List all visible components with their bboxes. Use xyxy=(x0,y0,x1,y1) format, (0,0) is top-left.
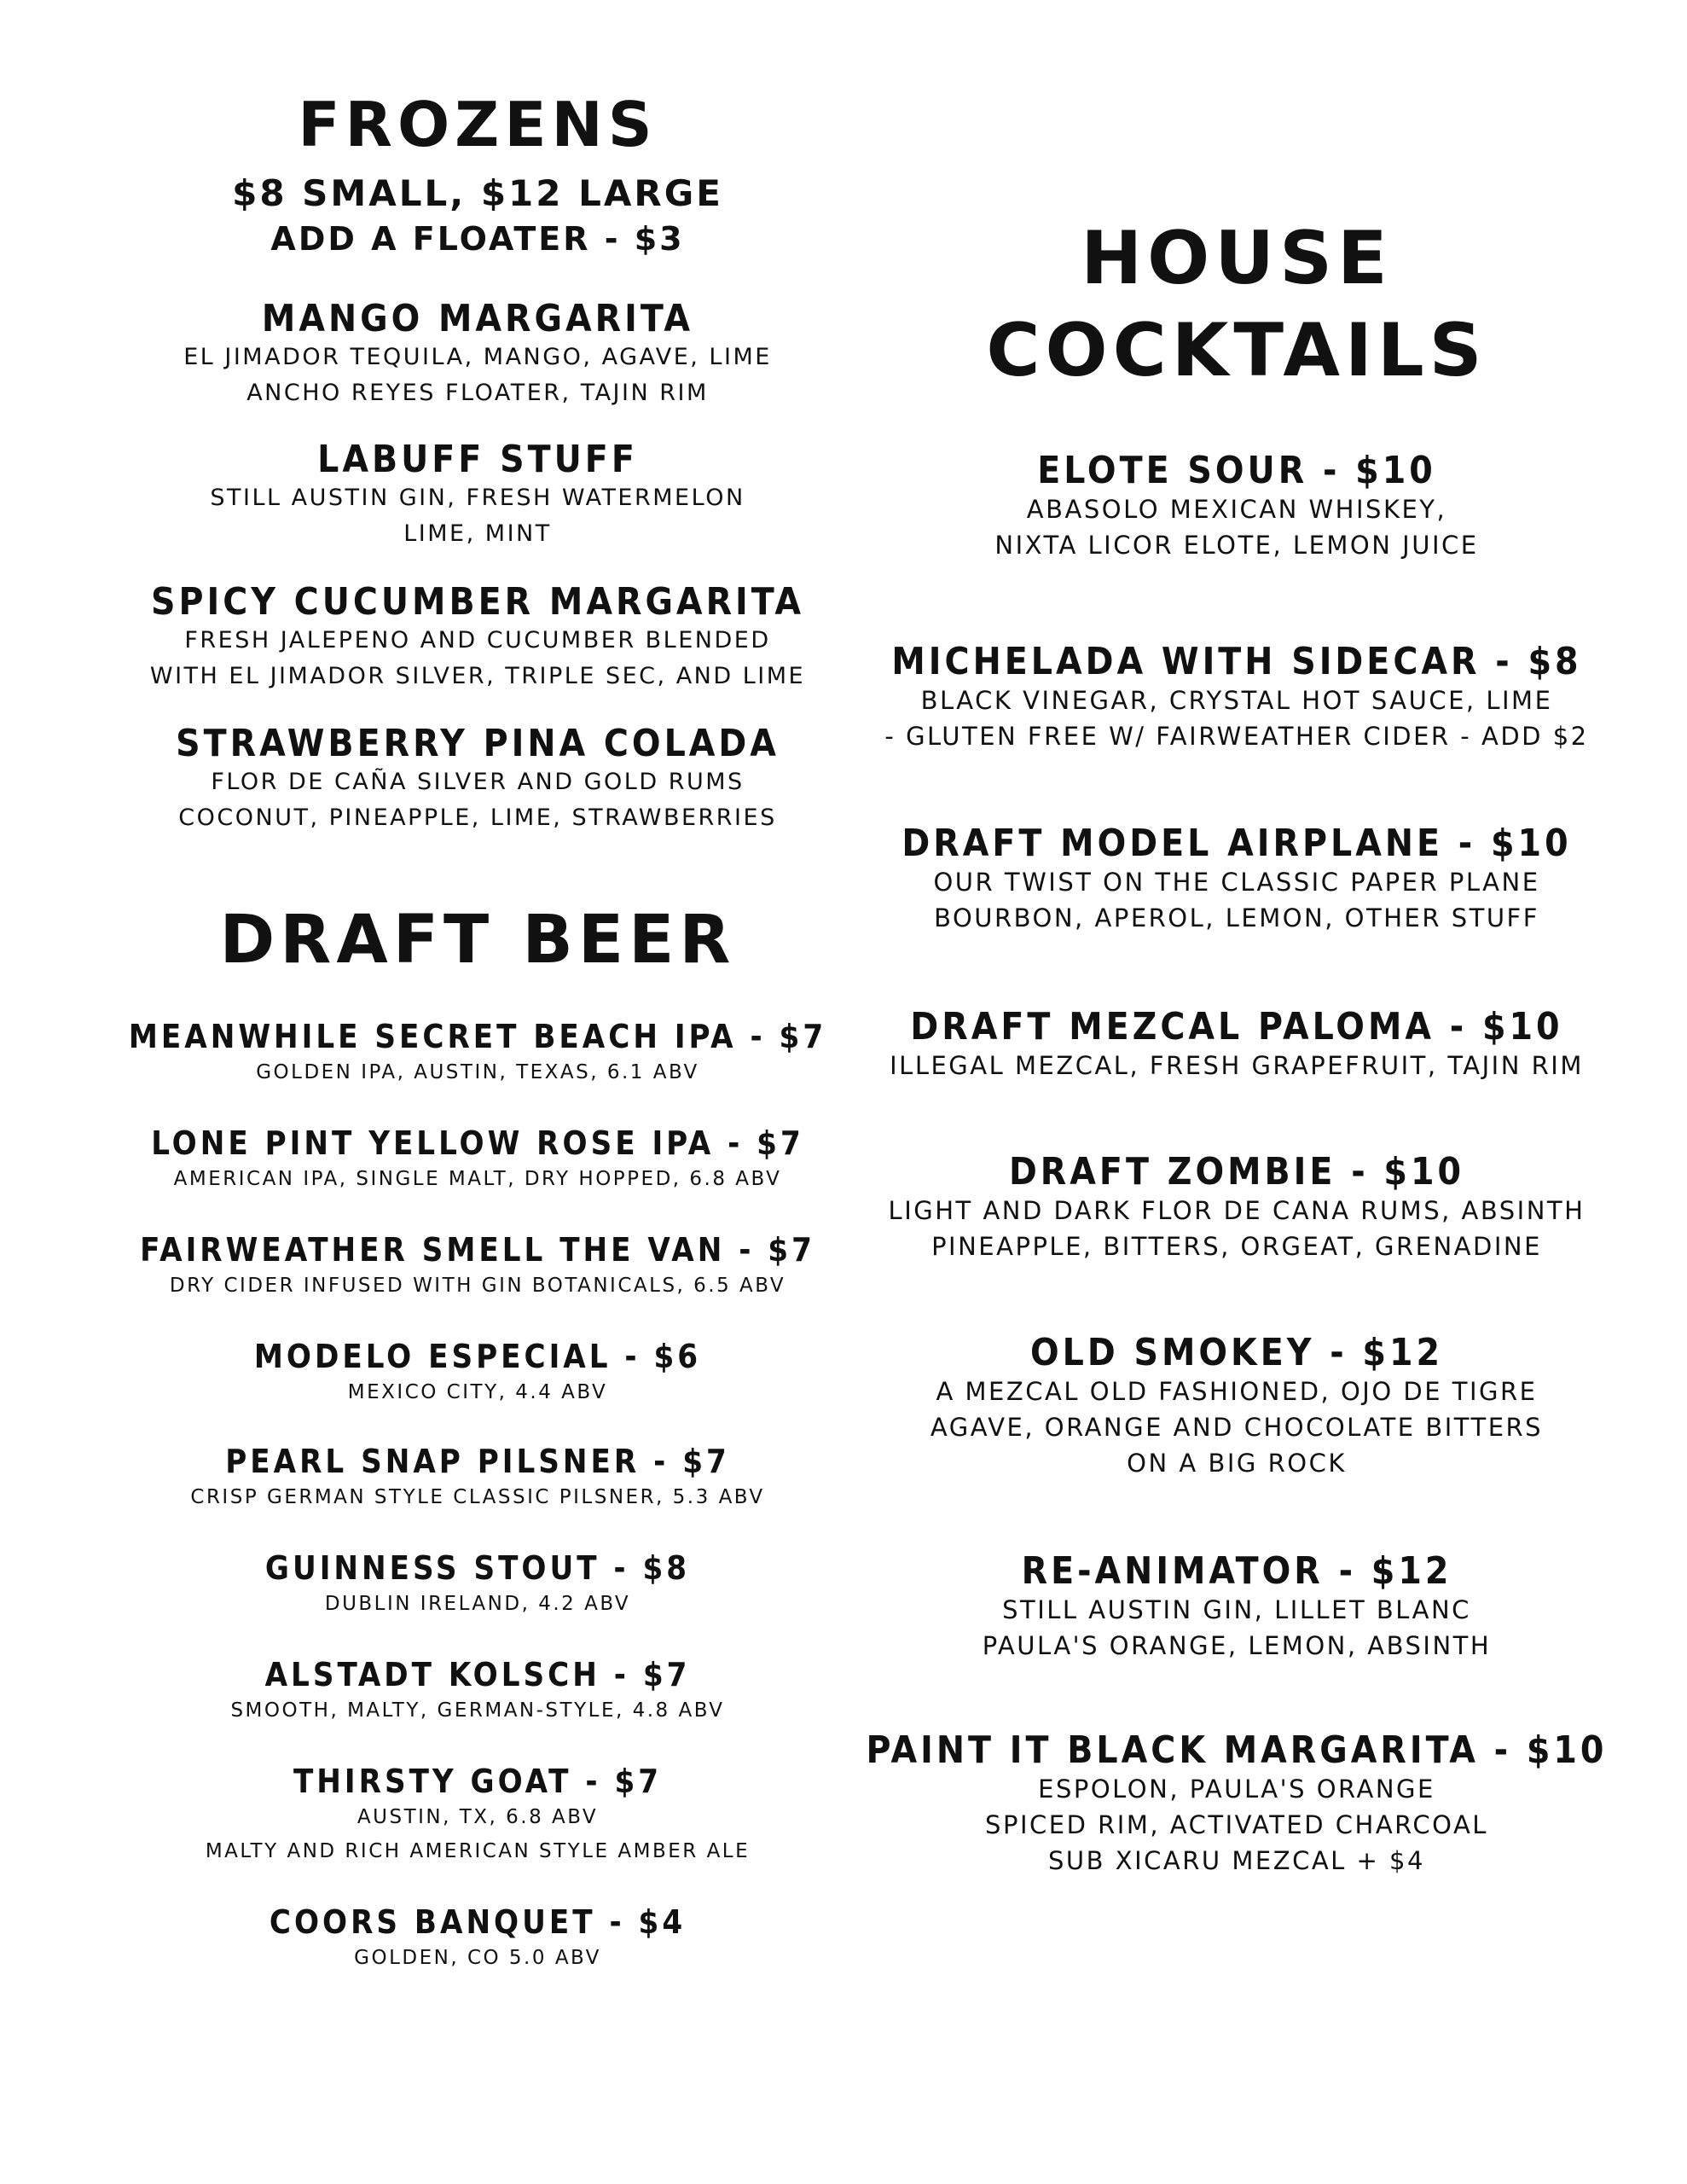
item-desc: EL JIMADOR TEQUILA, MANGO, AGAVE, LIME xyxy=(183,344,772,371)
menu-item-elote-sour xyxy=(861,450,1612,563)
item-desc: DUBLIN IRELAND, 4.2 ABV xyxy=(324,1592,631,1615)
item-desc: MEXICO CITY, 4.4 ABV xyxy=(347,1380,608,1403)
menu-item-fairweather-smell-the-van xyxy=(128,1233,827,1303)
menu-item-labuff-stuff xyxy=(128,439,827,552)
item-desc: STILL AUSTIN GIN, LILLET BLANC xyxy=(1002,1595,1471,1625)
item-desc: ILLEGAL MEZCAL, FRESH GRAPEFRUIT, TAJIN RIM xyxy=(890,1051,1584,1081)
item-desc: A MEZCAL OLD FASHIONED, OJO DE TIGRE xyxy=(936,1377,1538,1407)
menu-item-draft-model-airplane xyxy=(861,823,1612,936)
item-name: RE-ANIMATOR - $12 xyxy=(1021,1549,1452,1593)
item-desc: SMOOTH, MALTY, GERMAN-STYLE, 4.8 ABV xyxy=(230,1699,725,1722)
item-desc: AGAVE, ORANGE AND CHOCOLATE BITTERS xyxy=(930,1413,1544,1443)
item-desc: GOLDEN IPA, AUSTIN, TEXAS, 6.1 ABV xyxy=(256,1060,699,1083)
item-name: SPICY CUCUMBER MARGARITA xyxy=(150,580,805,624)
item-desc: ABASOLO MEXICAN WHISKEY, xyxy=(1026,495,1447,525)
item-desc: - GLUTEN FREE W/ FAIRWEATHER CIDER - ADD $2 xyxy=(884,722,1589,752)
item-name: DRAFT MEZCAL PALOMA - $10 xyxy=(910,1005,1563,1048)
item-name: LONE PINT YELLOW ROSE IPA - $7 xyxy=(151,1124,804,1162)
menu-item-draft-zombie xyxy=(861,1152,1612,1264)
house-cocktails-heading xyxy=(861,213,1612,397)
menu-item-thirsty-goat xyxy=(128,1764,827,1868)
item-name: GUINNESS STOUT - $8 xyxy=(264,1549,691,1587)
menu-item-mango-margarita xyxy=(128,299,827,411)
item-name: MICHELADA WITH SIDECAR - $8 xyxy=(891,640,1582,683)
menu-item-spicy-cucumber-margarita xyxy=(128,582,827,694)
item-desc: ESPOLON, PAULA'S ORANGE xyxy=(1038,1774,1435,1804)
draft-beer-heading: DRAFT BEER xyxy=(219,902,736,979)
item-desc: FLOR DE CAÑA SILVER AND GOLD RUMS xyxy=(211,769,745,796)
item-desc: SPICED RIM, ACTIVATED CHARCOAL xyxy=(985,1810,1488,1840)
item-name: PEARL SNAP PILSNER - $7 xyxy=(225,1443,730,1480)
frozens-heading: FROZENS xyxy=(298,89,658,160)
item-desc: AUSTIN, TX, 6.8 ABV xyxy=(357,1805,599,1828)
item-desc: ON A BIG ROCK xyxy=(1127,1449,1347,1478)
item-desc: COCONUT, PINEAPPLE, LIME, STRAWBERRIES xyxy=(178,804,777,832)
item-desc: WITH EL JIMADOR SILVER, TRIPLE SEC, AND LIME xyxy=(149,663,806,690)
item-desc: ANCHO REYES FLOATER, TAJIN RIM xyxy=(246,380,709,407)
menu-item-guinness-stout xyxy=(128,1551,827,1621)
menu-item-draft-mezcal-paloma xyxy=(861,1007,1612,1083)
menu-item-re-animator xyxy=(861,1551,1612,1664)
item-name: DRAFT MODEL AIRPLANE - $10 xyxy=(901,822,1572,865)
item-name: PAINT IT BLACK MARGARITA - $10 xyxy=(866,1728,1608,1772)
item-name: COORS BANQUET - $4 xyxy=(269,1903,687,1941)
item-desc: AMERICAN IPA, SINGLE MALT, DRY HOPPED, 6.8 ABV xyxy=(173,1167,782,1190)
item-name: DRAFT ZOMBIE - $10 xyxy=(1008,1150,1465,1194)
menu-item-old-smokey xyxy=(861,1333,1612,1482)
frozens-price-line: $8 SMALL, $12 LARGE xyxy=(232,172,723,214)
item-name: LABUFF STUFF xyxy=(317,438,638,481)
menu-item-coors-banquet xyxy=(128,1905,827,1975)
item-desc: STILL AUSTIN GIN, FRESH WATERMELON xyxy=(210,485,745,512)
menu-item-pearl-snap-pilsner xyxy=(128,1444,827,1514)
item-desc: BOURBON, APEROL, LEMON, OTHER STUFF xyxy=(934,903,1539,933)
item-desc: GOLDEN, CO 5.0 ABV xyxy=(354,1946,601,1969)
item-desc: CRISP GERMAN STYLE CLASSIC PILSNER, 5.3 ABV xyxy=(190,1485,765,1508)
item-name: ELOTE SOUR - $10 xyxy=(1037,449,1436,492)
menu-item-michelada-with-sidecar xyxy=(861,642,1612,754)
heading-line: COCKTAILS xyxy=(986,307,1487,393)
item-name: MODELO ESPECIAL - $6 xyxy=(253,1338,702,1375)
item-name: STRAWBERRY PINA COLADA xyxy=(176,722,780,765)
menu-item-modelo-especial xyxy=(128,1339,827,1409)
item-desc: SUB XICARU MEZCAL + $4 xyxy=(1048,1846,1425,1876)
item-desc: FRESH JALEPENO AND CUCUMBER BLENDED xyxy=(184,627,771,654)
frozens-floater-line: ADD A FLOATER - $3 xyxy=(270,220,685,258)
item-name: OLD SMOKEY - $12 xyxy=(1029,1331,1444,1374)
item-desc: LIGHT AND DARK FLOR DE CANA RUMS, ABSINTH xyxy=(888,1196,1586,1226)
item-desc: DRY CIDER INFUSED WITH GIN BOTANICALS, 6.5 ABV xyxy=(169,1274,786,1297)
heading-line: HOUSE xyxy=(1081,216,1393,301)
item-desc: PAULA'S ORANGE, LEMON, ABSINTH xyxy=(982,1631,1492,1661)
item-desc: MALTY AND RICH AMERICAN STYLE AMBER ALE xyxy=(205,1840,751,1863)
item-name: FAIRWEATHER SMELL THE VAN - $7 xyxy=(140,1231,815,1269)
item-desc: BLACK VINEGAR, CRYSTAL HOT SAUCE, LIME xyxy=(920,686,1553,716)
item-desc: LIME, MINT xyxy=(403,520,552,548)
item-desc: NIXTA LICOR ELOTE, LEMON JUICE xyxy=(994,531,1479,561)
item-name: THIRSTY GOAT - $7 xyxy=(293,1763,663,1800)
item-name: ALSTADT KOLSCH - $7 xyxy=(264,1656,691,1693)
item-desc: PINEAPPLE, BITTERS, ORGEAT, GRENADINE xyxy=(931,1232,1542,1262)
menu-item-alstadt-kolsch xyxy=(128,1658,827,1728)
menu-item-lone-pint-yellow-rose-ipa xyxy=(128,1126,827,1196)
menu-item-meanwhile-secret-beach-ipa xyxy=(128,1019,827,1089)
menu-item-strawberry-pina-colada xyxy=(128,723,827,836)
item-name: MANGO MARGARITA xyxy=(261,297,694,340)
item-name: MEANWHILE SECRET BEACH IPA - $7 xyxy=(128,1018,827,1055)
item-desc: OUR TWIST ON THE CLASSIC PAPER PLANE xyxy=(933,868,1540,897)
menu-item-paint-it-black-margarita xyxy=(861,1730,1612,1879)
